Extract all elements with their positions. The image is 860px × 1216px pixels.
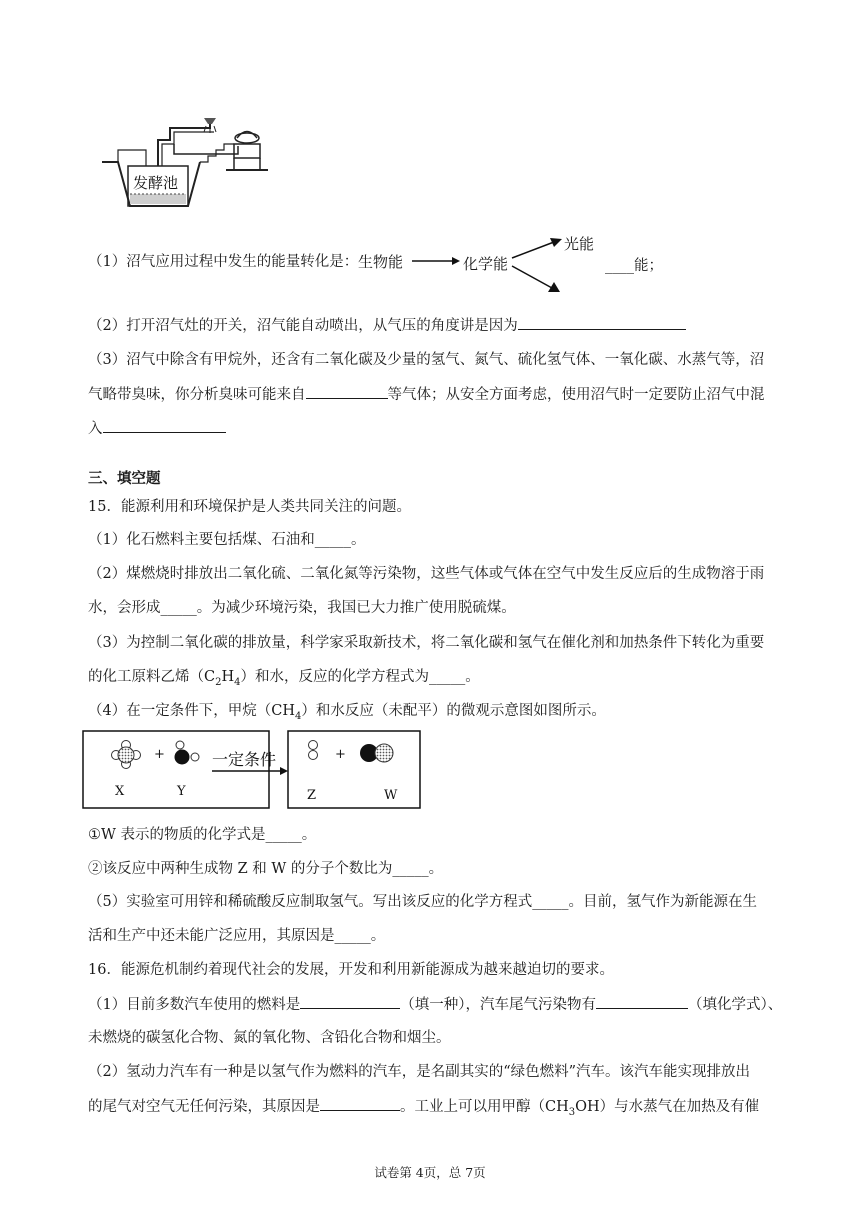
biogas-apparatus-figure xyxy=(100,110,280,215)
q14-part2-text: （2）打开沼气灶的开关，沼气能自动喷出，从气压的角度讲是因为 xyxy=(88,318,518,334)
plus-sign: + xyxy=(154,747,165,762)
plus-sign: + xyxy=(335,747,346,762)
q16-part1-line2: 未燃烧的碳氢化合物、氮的氧化物、含铅化合物和烟尘。 xyxy=(88,1030,451,1046)
answer-blank xyxy=(103,418,226,433)
q14-part3-text-a: 气略带臭味，你分析臭味可能来自 xyxy=(88,387,306,403)
q15-stem: 15．能源利用和环境保护是人类共同关注的问题。 xyxy=(88,499,411,515)
q16-part1-text-c: （填化学式）、 xyxy=(687,997,783,1013)
q14-part1-prefix: （1）沼气应用过程中发生的能量转化是： xyxy=(88,254,359,270)
q16-part2-line1: （2）氢动力汽车有一种是以氢气作为燃料的汽车，是名副其实的“绿色燃料”汽车。该汽车能实现排放出 xyxy=(88,1064,751,1080)
q14-part3-line3 xyxy=(88,418,226,439)
reaction-diagram xyxy=(82,727,422,811)
q15-part5-line1: （5）实验室可用锌和稀硫酸反应制取氢气。写出该反应的化学方程式_____。目前，氢气作为新能源在生 xyxy=(88,894,757,910)
q16-part2-line2 xyxy=(88,1096,759,1123)
q15-part2-line2: 水，会形成_____。为减少环境污染，我国已大力推广使用脱硫煤。 xyxy=(88,600,516,616)
q14-part3-line1: （3）沼气中除含有甲烷外，还含有二氧化碳及少量的氢气、氮气、硫化氢气体、一氧化碳、水蒸气等，沼 xyxy=(88,352,765,368)
q14-part1 xyxy=(88,252,358,272)
subscript: 4 xyxy=(294,710,302,722)
q15-part1: （1）化石燃料主要包括煤、石油和_____。 xyxy=(88,532,366,548)
label-w: W xyxy=(384,788,398,803)
tank-label: 发酵池 xyxy=(133,174,179,192)
q14-part2 xyxy=(88,315,686,336)
answer-blank xyxy=(320,1096,400,1111)
q16-part1-line1 xyxy=(88,994,782,1015)
energy-bio-label: 生物能 xyxy=(358,253,404,271)
page-footer: 试卷第 4页，总 7页 xyxy=(374,1165,486,1180)
q16-part2-text-a: 的尾气对空气无任何污染，其原因是 xyxy=(88,1099,320,1115)
q16-stem: 16．能源危机制约着现代社会的发展，开发和利用新能源成为越来越迫切的要求。 xyxy=(88,962,614,978)
q14-part3-line2 xyxy=(88,384,765,405)
energy-light-label: 光能 xyxy=(564,235,595,253)
label-x: X xyxy=(115,784,125,799)
q15-part3-text-b: H xyxy=(221,669,235,685)
q16-part1-text-b: （填一种），汽车尾气污染物有 xyxy=(400,997,596,1013)
answer-blank xyxy=(518,315,686,330)
energy-chem-label: 化学能 xyxy=(463,255,509,273)
q16-part1-text-a: （1）目前多数汽车使用的燃料是 xyxy=(88,997,301,1013)
q15-part4-text-a: （4）在一定条件下，甲烷（CH xyxy=(88,703,295,719)
q15-part3-text-c: ）和水，反应的化学方程式为_____。 xyxy=(240,669,480,685)
arrow-bio-to-chem xyxy=(410,254,460,268)
q15-part4-text-b: ）和水反应（未配平）的微观示意图如图所示。 xyxy=(301,703,606,719)
arrows-chem-branch xyxy=(510,236,570,296)
answer-blank xyxy=(306,384,388,399)
subscript: 2 xyxy=(215,676,222,688)
oxygen-atom xyxy=(175,750,190,765)
q15-part4-ii: ②该反应中两种生成物 Z 和 W 的分子个数比为_____。 xyxy=(88,861,444,877)
reaction-condition: 一定条件 xyxy=(212,750,277,769)
q15-part3-line2 xyxy=(88,667,480,693)
label-y: Y xyxy=(177,784,186,799)
carbon-atom xyxy=(118,747,134,763)
answer-blank xyxy=(596,994,688,1009)
q15-part4-i: ①W 表示的物质的化学式是_____。 xyxy=(88,827,317,843)
q15-part3-text-a: 的化工原料乙烯（C xyxy=(88,669,216,685)
q16-part2-text-b: 。工业上可以用甲醇（CH xyxy=(400,1099,569,1115)
reactants-box xyxy=(83,731,269,808)
q15-part2-line1: （2）煤燃烧时排放出二氧化硫、二氧化氮等污染物，这些气体或气体在空气中发生反应后的生成物溶于雨 xyxy=(88,566,765,582)
q16-part2-text-c: OH）与水蒸气在加热及有催 xyxy=(575,1099,760,1115)
subscript: 3 xyxy=(568,1106,576,1118)
label-z: Z xyxy=(307,788,317,803)
subscript: 4 xyxy=(234,676,241,688)
q15-part3-line1: （3）为控制二氧化碳的排放量，科学家采取新技术，将二氧化碳和氢气在催化剂和加热条件下转化为重要 xyxy=(88,635,765,651)
q15-part5-line2: 活和生产中还未能广泛应用，其原因是_____。 xyxy=(88,928,386,944)
q14-part3-text-c: 入 xyxy=(88,421,103,437)
section-heading: 三、填空题 xyxy=(88,471,161,487)
answer-blank xyxy=(300,994,400,1009)
q15-part4 xyxy=(88,701,606,727)
q14-part3-text-b: 等气体；从安全方面考虑，使用沼气时一定要防止沼气中混 xyxy=(387,387,765,403)
energy-other-blank: ____能； xyxy=(605,258,663,274)
